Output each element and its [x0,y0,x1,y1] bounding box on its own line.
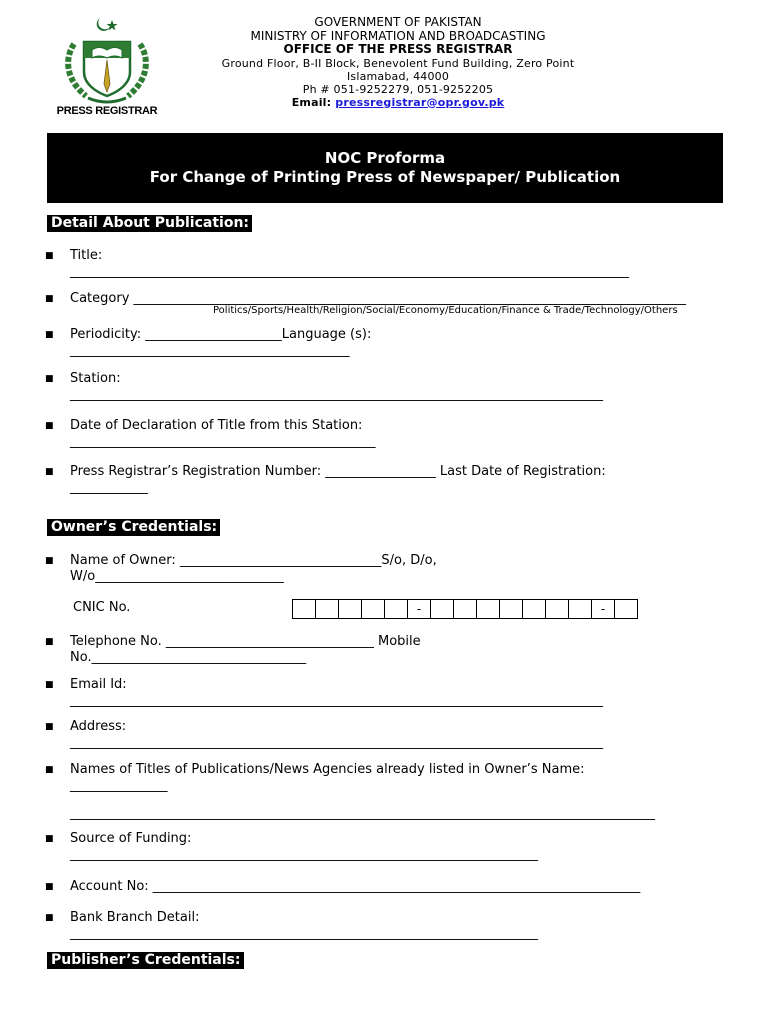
field-email-line[interactable]: __________________________________________________________________________________ [70,693,603,708]
form-subtitle: For Change of Printing Press of Newspaper/ Publication [149,168,621,186]
field-address-line[interactable]: __________________________________________________________________________________ [70,735,603,750]
letterhead [170,16,626,109]
field-registration-date-line[interactable]: ____________ [70,480,148,495]
state-emblem-icon [48,14,166,106]
cnic-digit-box[interactable] [476,599,500,619]
field-title-line[interactable]: ______________________________________________________________________________________ [70,264,629,279]
bullet-icon: ■ [45,467,54,477]
bullet-icon: ■ [45,556,54,566]
cnic-digit-box[interactable] [614,599,638,619]
cnic-digit-box[interactable] [292,599,316,619]
cnic-separator: - [407,599,431,619]
field-listed-titles-line-2[interactable]: __________________________________________________________________________________________ [70,806,655,821]
cnic-digit-box[interactable] [361,599,385,619]
field-station-label: Station: [70,371,121,386]
cnic-digit-box[interactable] [522,599,546,619]
form-title-banner [47,133,723,203]
field-email-label: Email Id: [70,677,127,692]
cnic-digit-box[interactable] [545,599,569,619]
bullet-icon: ■ [45,834,54,844]
field-bank-branch-label: Bank Branch Detail: [70,910,200,925]
field-telephone-label: Telephone No. ________________________________ Mobile [70,634,421,649]
cnic-digit-box[interactable] [499,599,523,619]
cnic-separator: - [591,599,615,619]
address-line: Ground Floor, B-II Block, Benevolent Fund Building, Zero Point [221,56,575,70]
field-declaration-label: Date of Declaration of Title from this Station: [70,418,363,433]
bullet-icon: ■ [45,294,54,304]
email-link[interactable]: pressregistrar@opr.gov.pk [335,95,505,109]
field-funding-line[interactable]: ________________________________________________________________________ [70,847,538,862]
bullet-icon: ■ [45,330,54,340]
section-heading-publication: Detail About Publication: [47,215,252,232]
cnic-digit-box[interactable] [568,599,592,619]
bullet-icon: ■ [45,251,54,261]
city-line: Islamabad, 44000 [346,69,450,83]
field-station-line[interactable]: __________________________________________________________________________________ [70,387,603,402]
press-registrar-logo [48,14,166,122]
field-funding-label: Source of Funding: [70,831,192,846]
email-line [170,96,626,109]
bullet-icon: ■ [45,374,54,384]
field-category-label: Category _____________________________________________________________________________________ [70,291,687,306]
logo-caption: PRESS REGISTRAR [56,105,158,117]
cnic-label: CNIC No. [73,600,131,615]
bullet-icon: ■ [45,421,54,431]
field-owner-name-label: Name of Owner: _______________________________S/o, D/o, [70,553,437,568]
field-bank-branch-line[interactable]: ________________________________________________________________________ [70,926,538,941]
bullet-icon: ■ [45,680,54,690]
phone-line: Ph # 051-9252279, 051-9252205 [302,82,494,96]
field-address-label: Address: [70,719,127,734]
field-listed-titles-label: Names of Titles of Publications/News Agencies already listed in Owner’s Name: [70,762,585,777]
field-mobile-line[interactable]: No._________________________________ [70,650,307,665]
field-registration-label: Press Registrar’s Registration Number: _________________ Last Date of Registration: [70,464,606,479]
cnic-digit-box[interactable] [453,599,477,619]
section-heading-owner: Owner’s Credentials: [47,519,220,536]
bullet-icon: ■ [45,722,54,732]
cnic-digit-box[interactable] [315,599,339,619]
category-hint: Politics/Sports/Health/Religion/Social/Economy/Education/Finance & Trade/Technology/Others [213,305,678,316]
cnic-digit-box[interactable] [384,599,408,619]
field-periodicity-label: Periodicity: _____________________Language (s): [70,327,372,342]
cnic-input-boxes[interactable] [293,599,638,619]
form-title: NOC Proforma [324,149,446,167]
field-listed-titles-line-1[interactable]: _______________ [70,778,168,793]
field-owner-relation-line[interactable]: W/o_____________________________ [70,569,284,584]
section-heading-publisher: Publisher’s Credentials: [47,952,244,969]
cnic-digit-box[interactable] [430,599,454,619]
bullet-icon: ■ [45,765,54,775]
email-label: Email: [291,95,336,109]
bullet-icon: ■ [45,913,54,923]
cnic-digit-box[interactable] [338,599,362,619]
government-line: GOVERNMENT OF PAKISTAN [314,15,482,29]
field-title-label: Title: [70,248,103,263]
bullet-icon: ■ [45,637,54,647]
bullet-icon: ■ [45,882,54,892]
field-language-line[interactable]: ___________________________________________ [70,343,350,358]
office-line: OFFICE OF THE PRESS REGISTRAR [283,42,513,56]
ministry-line: MINISTRY OF INFORMATION AND BROADCASTING [250,28,546,43]
field-declaration-line[interactable]: _______________________________________________ [70,434,376,449]
field-account-label: Account No: ___________________________________________________________________________ [70,879,641,894]
